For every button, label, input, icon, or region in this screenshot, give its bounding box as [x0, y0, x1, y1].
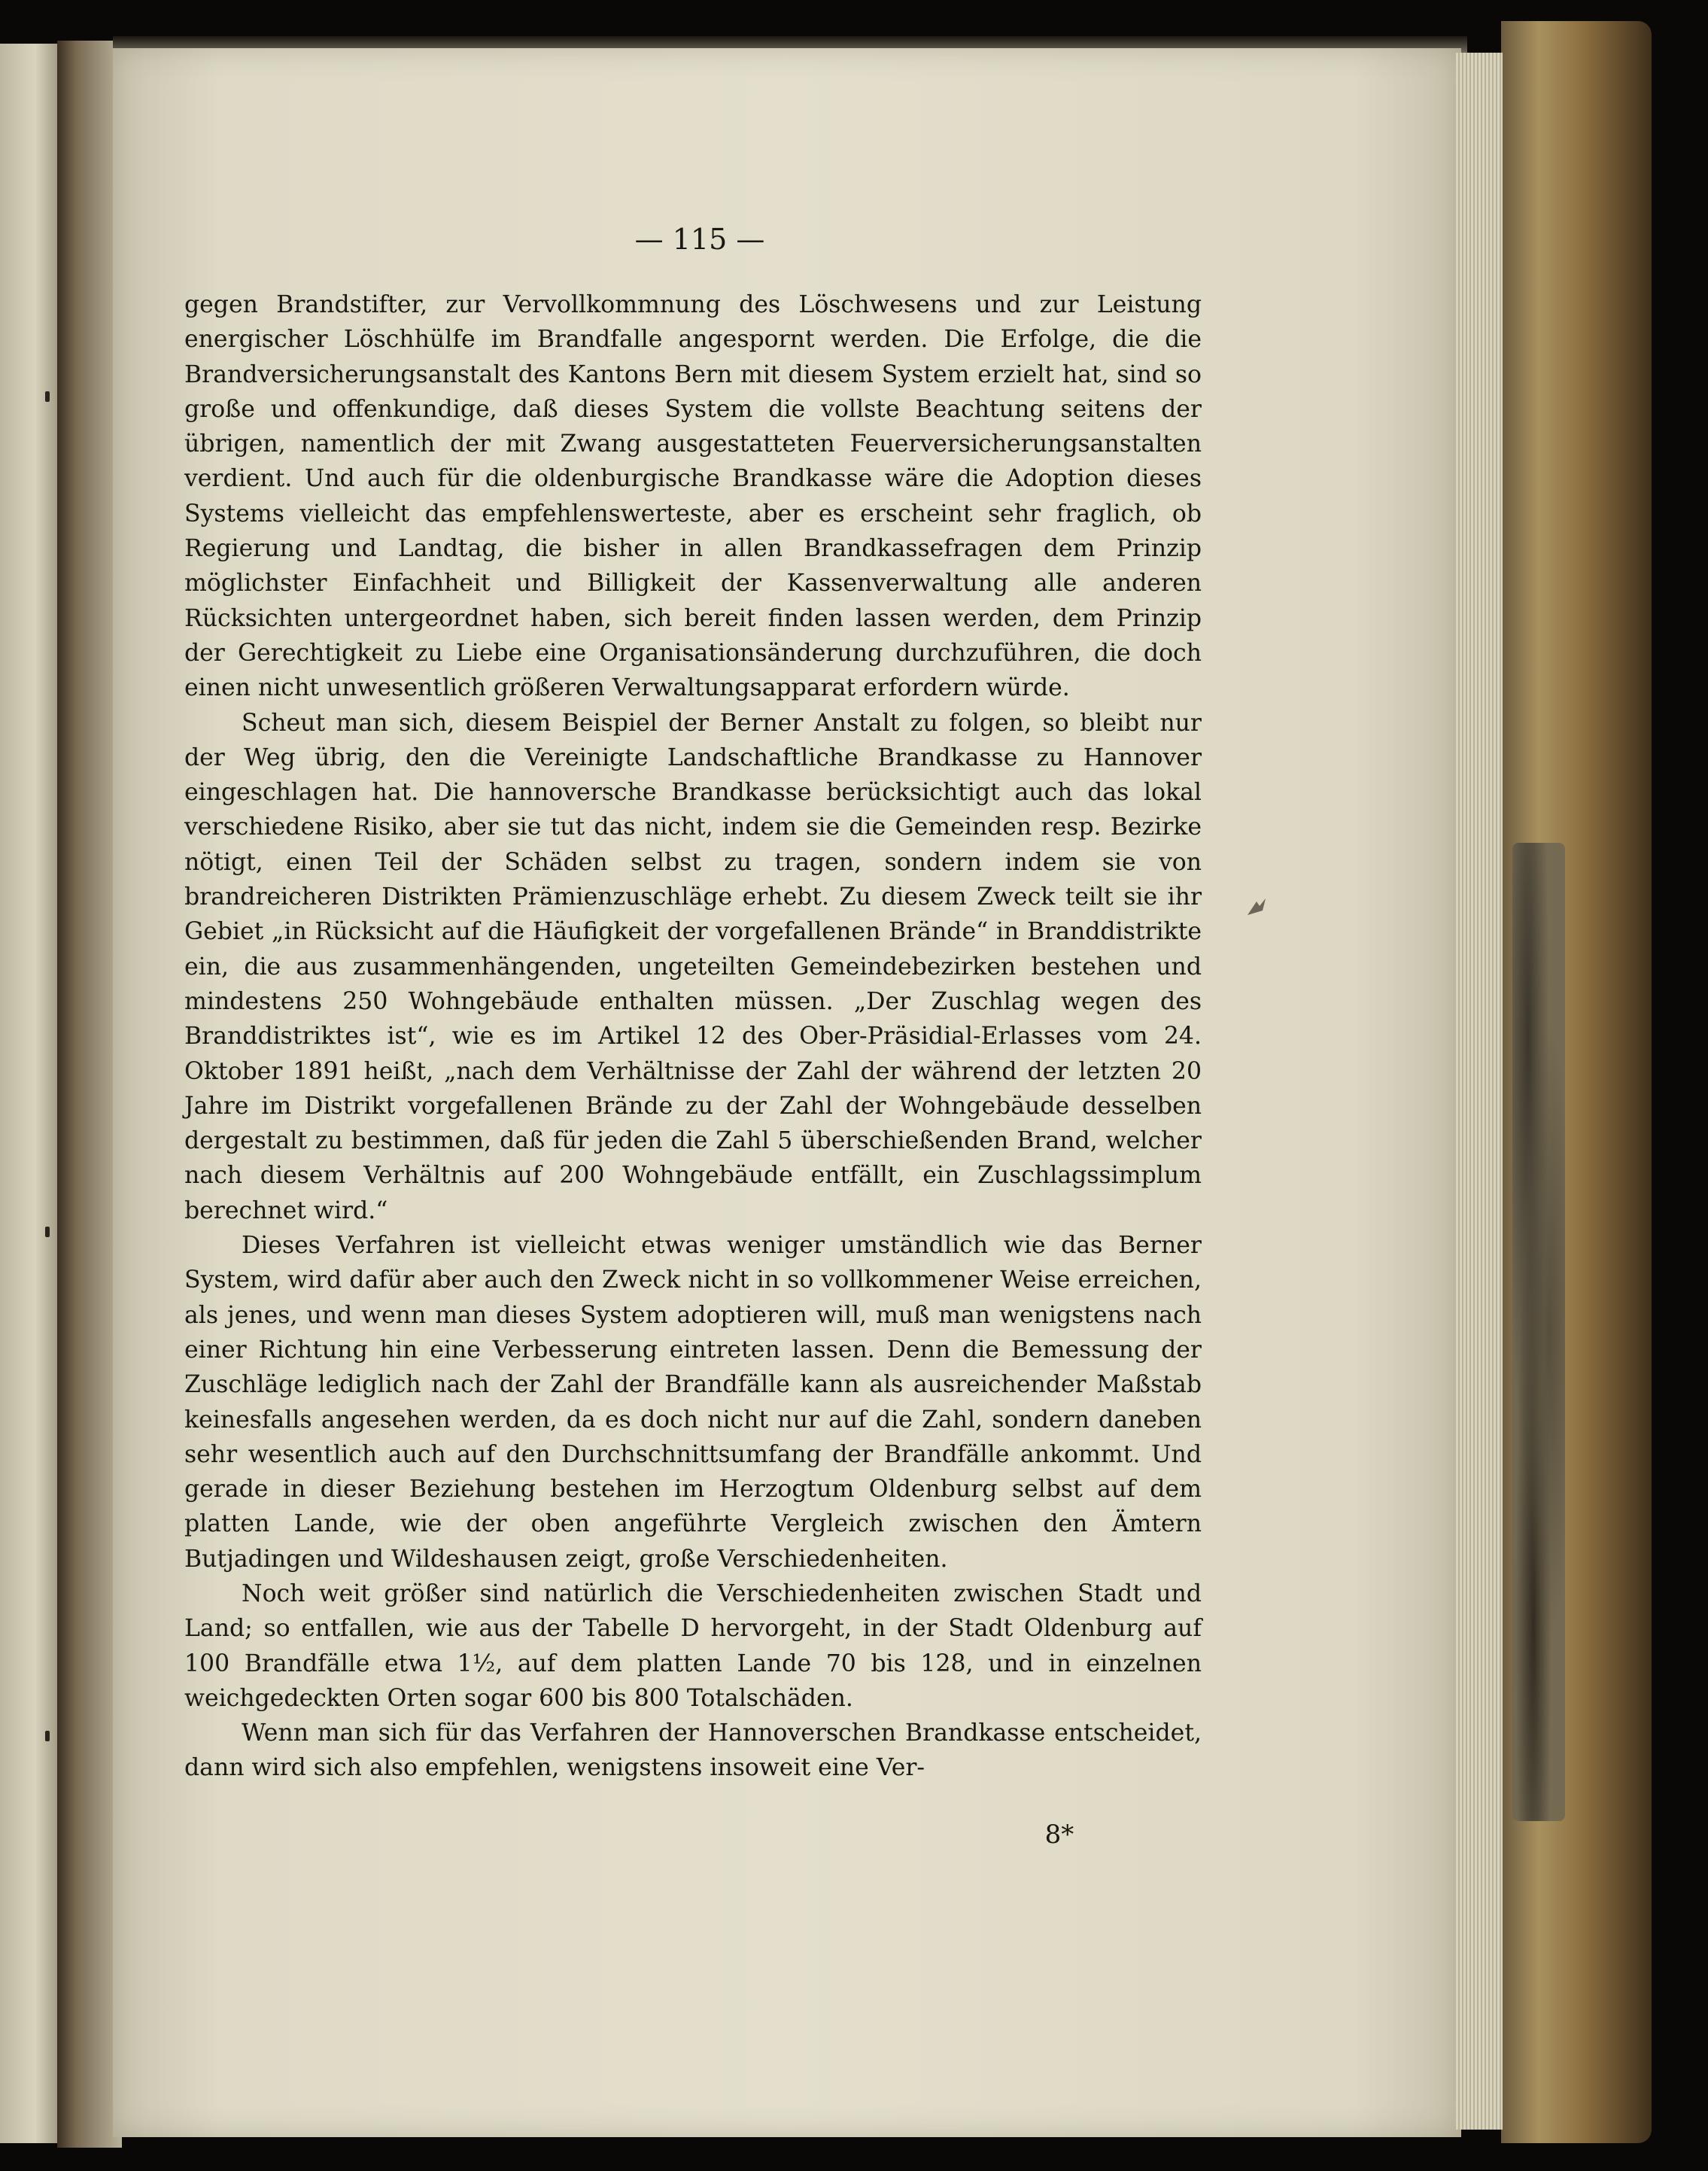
- page-number: — 115 —: [634, 223, 765, 256]
- pencil-annotation-mark: [1243, 892, 1273, 923]
- margin-tick: [45, 1731, 50, 1741]
- signature-mark: 8*: [1044, 1820, 1074, 1850]
- margin-tick: [45, 1227, 50, 1237]
- marbled-cover-edge: [1512, 843, 1565, 1821]
- page-stack-edge: [1456, 53, 1503, 2130]
- previous-page-edge: [0, 44, 60, 2143]
- page-body-text: [184, 287, 1202, 1786]
- paragraph-1: gegen Brandstifter, zur Vervollkommnung des Löschwesens und zur Leistung energischer Löschhülfe im Brandfalle angespornt werden. Die Erfolge, die die Brandversicherungsanstalt des Kantons Bern mit diesem System erzielt hat, sind so große und offenkundige, daß dieses System die vollste Beachtung seitens der übrigen, namentlich der mit Zwang ausgestatteten Feuerversicherungsanstalten verdient. Und auch für die oldenburgische Brandkasse wäre die Adoption dieses Systems vielleicht das empfehlenswerteste, aber es erscheint sehr fraglich, ob Regierung und Landtag, die bisher in allen Brandkassefragen dem Prinzip möglichster Einfachheit und Billigkeit der Kassenverwaltung alle anderen Rücksichten untergeordnet haben, sich bereit finden lassen werden, dem Prinzip der Gerechtigkeit zu Liebe eine Organisationsänderung durchzuführen, die doch einen nicht unwesentlich größeren Verwaltungsapparat erfordern würde.: [184, 291, 1202, 702]
- margin-tick: [45, 391, 50, 402]
- paragraph-3: Dieses Verfahren ist vielleicht etwas weniger umständlich wie das Berner System, wird dafür aber auch den Zweck nicht in so vollkommener Weise erreichen, als jenes, und wenn man dieses System adoptieren will, muß man wenigstens nach einer Richtung hin eine Verbesserung eintreten lassen. Denn die Bemessung der Zuschläge lediglich nach der Zahl der Brandfälle kann als ausreichender Maßstab keinesfalls angesehen werden, da es doch nicht nur auf die Zahl, sondern daneben sehr wesentlich auch auf den Durchschnittsumfang der Brandfälle ankommt. Und gerade in dieser Beziehung bestehen im Herzogtum Oldenburg selbst auf dem platten Lande, wie der oben angeführte Vergleich zwischen den Ämtern Butjadingen und Wildeshausen zeigt, große Verschiedenheiten.: [184, 1232, 1202, 1573]
- paragraph-2: Scheut man sich, diesem Beispiel der Berner Anstalt zu folgen, so bleibt nur der Weg übrig, den die Vereinigte Landschaftliche Brandkasse zu Hannover eingeschlagen hat. Die hannoversche Brandkasse berücksichtigt auch das lokal verschiedene Risiko, aber sie tut das nicht, indem sie die Gemeinden resp. Bezirke nötigt, einen Teil der Schäden selbst zu tragen, sondern indem sie von brandreicheren Distrikten Prämienzuschläge erhebt. Zu diesem Zweck teilt sie ihr Gebiet „in Rücksicht auf die Häufigkeit der vorgefallenen Brände“ in Branddistrikte ein, die aus zusammenhängenden, ungeteilten Gemeindebezirken bestehen und mindestens 250 Wohngebäude enthalten müssen. „Der Zuschlag wegen des Branddistriktes ist“, wie es im Artikel 12 des Ober-Präsidial-Erlasses vom 24. Oktober 1891 heißt, „nach dem Verhältnisse der Zahl der während der letzten 20 Jahre im Distrikt vorgefallenen Brände zu der Zahl der Wohngebäude desselben dergestalt zu bestimmen, daß für jeden die Zahl 5 überschießenden Brand, welcher nach diesem Verhältnis auf 200 Wohngebäude entfällt, ein Zuschlagssimplum berechnet wird.“: [184, 709, 1202, 1224]
- paragraph-4: Noch weit größer sind natürlich die Verschiedenheiten zwischen Stadt und Land; so entfallen, wie aus der Tabelle D hervorgeht, in der Stadt Oldenburg auf 100 Brandfälle etwa 1½, auf dem platten Lande 70 bis 128, und in einzelnen weichgedeckten Orten sogar 600 bis 800 Totalschäden.: [184, 1580, 1202, 1712]
- paragraph-5: Wenn man sich für das Verfahren der Hannoverschen Brandkasse entscheidet, dann wird sich also empfehlen, wenigstens insoweit eine Ver-: [184, 1719, 1202, 1782]
